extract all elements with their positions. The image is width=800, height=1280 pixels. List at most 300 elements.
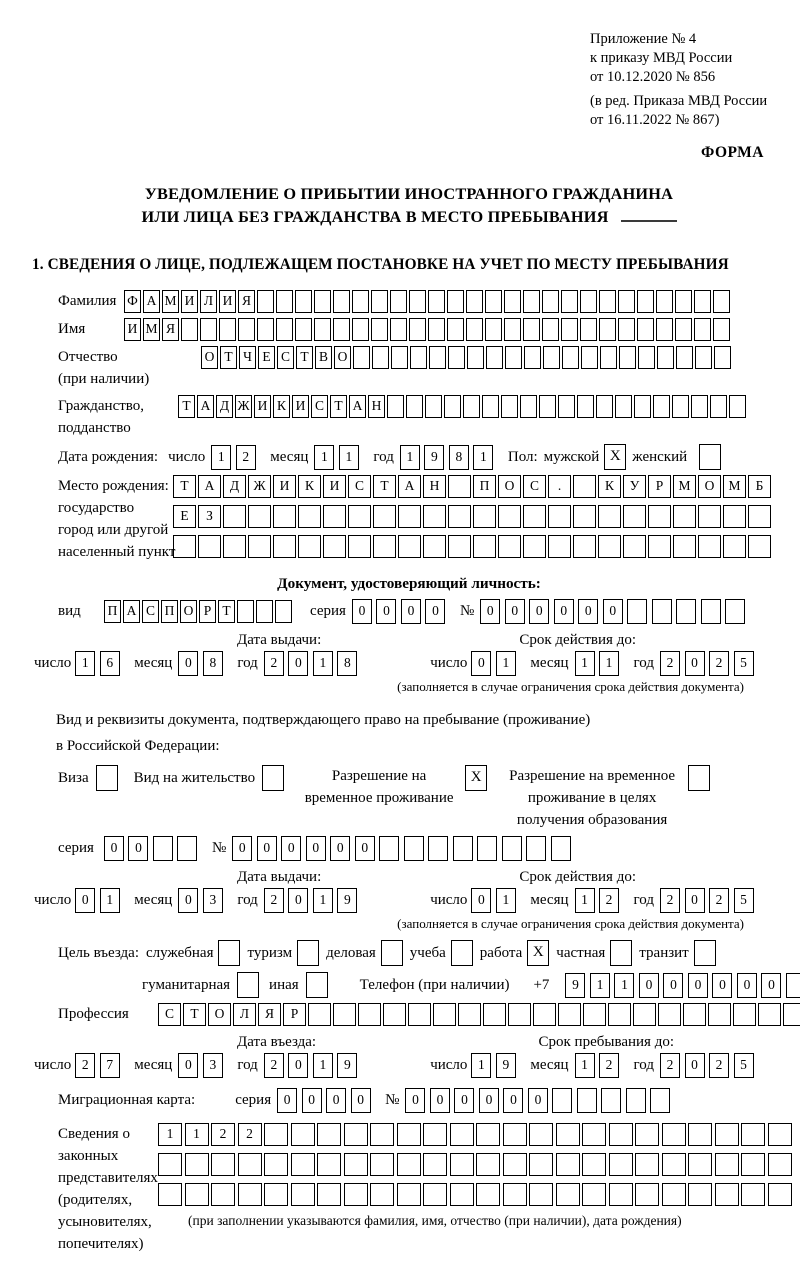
box-cell[interactable] [276,318,293,341]
box-cell[interactable] [463,395,480,418]
box-cell[interactable] [485,290,502,313]
box-cell[interactable] [582,1153,606,1176]
box-cell[interactable]: 0 [505,599,525,624]
box-cell[interactable] [504,290,521,313]
box-cell[interactable] [714,346,731,369]
box-cell[interactable] [153,836,173,861]
box-cell[interactable] [397,1153,421,1176]
box-cell[interactable] [158,1183,182,1206]
permit-issued-month-boxes[interactable] [178,888,227,913]
box-cell[interactable]: 0 [603,599,623,624]
box-cell[interactable]: К [298,475,321,498]
box-cell[interactable] [408,1003,431,1026]
box-cell[interactable] [404,836,424,861]
box-cell[interactable] [688,1153,712,1176]
box-cell[interactable] [371,318,388,341]
box-cell[interactable]: 1 [339,445,359,470]
box-cell[interactable] [501,395,518,418]
box-cell[interactable]: Е [258,346,275,369]
box-cell[interactable]: 0 [288,888,308,913]
box-cell[interactable] [596,395,613,418]
temporary-residence-checkbox[interactable] [465,765,487,791]
box-cell[interactable] [698,535,721,558]
box-cell[interactable] [323,505,346,528]
box-cell[interactable] [523,505,546,528]
box-cell[interactable] [333,290,350,313]
box-cell[interactable] [450,1183,474,1206]
permit-issued-day-boxes[interactable] [75,888,124,913]
box-cell[interactable]: 0 [480,599,500,624]
box-cell[interactable]: 2 [264,651,284,676]
box-cell[interactable]: П [104,600,121,623]
box-cell[interactable] [635,1153,659,1176]
purpose-study-checkbox[interactable] [451,940,473,966]
purpose-business-checkbox[interactable] [381,940,403,966]
box-cell[interactable] [723,505,746,528]
box-cell[interactable]: К [273,395,290,418]
box-cell[interactable] [656,318,673,341]
box-cell[interactable] [662,1153,686,1176]
box-cell[interactable] [262,765,284,791]
box-cell[interactable] [783,1003,800,1026]
box-cell[interactable] [548,505,571,528]
box-cell[interactable]: Т [220,346,237,369]
box-cell[interactable] [503,1123,527,1146]
box-cell[interactable] [428,290,445,313]
box-cell[interactable] [257,318,274,341]
box-cell[interactable] [694,940,716,966]
box-cell[interactable] [381,940,403,966]
box-cell[interactable]: 0 [471,888,491,913]
box-cell[interactable]: З [198,505,221,528]
box-cell[interactable] [580,318,597,341]
box-cell[interactable] [453,836,473,861]
box-cell[interactable]: Т [183,1003,206,1026]
box-cell[interactable]: 9 [565,973,585,998]
box-cell[interactable]: М [673,475,696,498]
box-cell[interactable] [626,1088,646,1113]
box-cell[interactable] [635,1123,659,1146]
birthplace-row3-boxes[interactable] [173,535,773,558]
box-cell[interactable]: X [604,444,626,470]
box-cell[interactable]: О [180,600,197,623]
box-cell[interactable] [223,535,246,558]
box-cell[interactable] [708,1003,731,1026]
box-cell[interactable]: 1 [496,888,516,913]
box-cell[interactable] [390,290,407,313]
box-cell[interactable] [406,395,423,418]
box-cell[interactable]: 0 [578,599,598,624]
box-cell[interactable] [658,1003,681,1026]
box-cell[interactable] [428,836,448,861]
box-cell[interactable] [627,599,647,624]
doc-valid-year-boxes[interactable] [660,651,758,676]
box-cell[interactable] [211,1183,235,1206]
box-cell[interactable] [508,1003,531,1026]
box-cell[interactable] [237,972,259,998]
box-cell[interactable]: Б [748,475,771,498]
box-cell[interactable] [483,1003,506,1026]
box-cell[interactable]: С [158,1003,181,1026]
box-cell[interactable]: 2 [709,1053,729,1078]
box-cell[interactable] [348,535,371,558]
box-cell[interactable] [623,505,646,528]
representatives-row1-boxes[interactable] [158,1123,794,1146]
box-cell[interactable]: Я [162,318,179,341]
box-cell[interactable]: 0 [685,888,705,913]
box-cell[interactable] [768,1153,792,1176]
box-cell[interactable]: 2 [709,651,729,676]
box-cell[interactable] [276,290,293,313]
box-cell[interactable]: 0 [75,888,95,913]
box-cell[interactable] [635,1183,659,1206]
box-cell[interactable] [476,1183,500,1206]
box-cell[interactable] [238,1183,262,1206]
box-cell[interactable]: 9 [337,1053,357,1078]
box-cell[interactable] [524,346,541,369]
box-cell[interactable] [505,346,522,369]
entry-month-boxes[interactable] [178,1053,227,1078]
box-cell[interactable] [447,318,464,341]
box-cell[interactable] [423,505,446,528]
box-cell[interactable]: 2 [660,1053,680,1078]
permit-valid-year-boxes[interactable] [660,888,758,913]
box-cell[interactable]: Р [283,1003,306,1026]
box-cell[interactable] [657,346,674,369]
box-cell[interactable]: 0 [178,1053,198,1078]
box-cell[interactable] [353,346,370,369]
box-cell[interactable] [741,1123,765,1146]
profession-boxes[interactable] [158,1003,800,1026]
box-cell[interactable] [688,1183,712,1206]
box-cell[interactable] [352,318,369,341]
box-cell[interactable] [218,940,240,966]
purpose-official-checkbox[interactable] [218,940,240,966]
box-cell[interactable]: 2 [238,1123,262,1146]
box-cell[interactable]: Л [200,290,217,313]
box-cell[interactable]: Е [173,505,196,528]
box-cell[interactable] [466,318,483,341]
box-cell[interactable]: 0 [712,973,732,998]
box-cell[interactable] [448,475,471,498]
box-cell[interactable] [370,1183,394,1206]
box-cell[interactable] [485,318,502,341]
box-cell[interactable] [637,318,654,341]
box-cell[interactable]: . [548,475,571,498]
box-cell[interactable] [482,395,499,418]
box-cell[interactable] [698,505,721,528]
box-cell[interactable] [264,1123,288,1146]
box-cell[interactable] [582,1183,606,1206]
box-cell[interactable]: У [623,475,646,498]
sex-male-checkbox[interactable] [604,444,626,470]
box-cell[interactable] [273,535,296,558]
box-cell[interactable] [398,505,421,528]
box-cell[interactable]: Т [330,395,347,418]
box-cell[interactable] [577,395,594,418]
box-cell[interactable] [748,535,771,558]
stay-year-boxes[interactable] [660,1053,758,1078]
box-cell[interactable] [609,1183,633,1206]
box-cell[interactable] [295,318,312,341]
box-cell[interactable]: 0 [688,973,708,998]
permit-number-boxes[interactable] [232,836,575,861]
box-cell[interactable]: 1 [575,888,595,913]
box-cell[interactable]: 0 [277,1088,297,1113]
box-cell[interactable]: Ч [239,346,256,369]
firstname-boxes[interactable] [124,318,732,341]
box-cell[interactable]: И [254,395,271,418]
box-cell[interactable] [676,599,696,624]
box-cell[interactable] [428,318,445,341]
box-cell[interactable]: М [162,290,179,313]
purpose-work-checkbox[interactable] [527,940,549,966]
box-cell[interactable] [582,1123,606,1146]
box-cell[interactable] [656,290,673,313]
box-cell[interactable] [701,599,721,624]
box-cell[interactable]: X [465,765,487,791]
box-cell[interactable]: 0 [376,599,396,624]
box-cell[interactable] [583,1003,606,1026]
box-cell[interactable]: 0 [281,836,301,861]
box-cell[interactable] [723,535,746,558]
box-cell[interactable] [238,318,255,341]
box-cell[interactable] [676,346,693,369]
box-cell[interactable] [256,600,273,623]
box-cell[interactable]: А [198,475,221,498]
box-cell[interactable]: А [398,475,421,498]
box-cell[interactable] [198,535,221,558]
box-cell[interactable]: 7 [100,1053,120,1078]
box-cell[interactable]: 2 [660,651,680,676]
box-cell[interactable]: 0 [554,599,574,624]
box-cell[interactable] [291,1153,315,1176]
box-cell[interactable] [308,1003,331,1026]
box-cell[interactable]: 0 [232,836,252,861]
box-cell[interactable]: 2 [264,888,284,913]
box-cell[interactable]: 1 [100,888,120,913]
box-cell[interactable]: 1 [313,888,333,913]
box-cell[interactable] [786,973,800,998]
doc-issued-day-boxes[interactable] [75,651,124,676]
box-cell[interactable] [523,535,546,558]
box-cell[interactable]: 0 [503,1088,523,1113]
box-cell[interactable] [556,1183,580,1206]
box-cell[interactable] [352,290,369,313]
box-cell[interactable]: О [698,475,721,498]
box-cell[interactable]: Д [223,475,246,498]
doc-valid-day-boxes[interactable] [471,651,520,676]
box-cell[interactable] [423,1123,447,1146]
box-cell[interactable]: 8 [449,445,469,470]
box-cell[interactable] [96,765,118,791]
box-cell[interactable] [552,1088,572,1113]
box-cell[interactable] [599,290,616,313]
box-cell[interactable] [158,1153,182,1176]
box-cell[interactable] [675,318,692,341]
box-cell[interactable] [715,1183,739,1206]
box-cell[interactable] [558,1003,581,1026]
box-cell[interactable]: 9 [337,888,357,913]
box-cell[interactable]: X [527,940,549,966]
box-cell[interactable] [683,1003,706,1026]
box-cell[interactable] [768,1183,792,1206]
box-cell[interactable]: А [143,290,160,313]
box-cell[interactable] [768,1123,792,1146]
box-cell[interactable]: 0 [737,973,757,998]
box-cell[interactable]: 8 [203,651,223,676]
box-cell[interactable] [529,1123,553,1146]
box-cell[interactable]: А [197,395,214,418]
box-cell[interactable] [344,1183,368,1206]
box-cell[interactable] [561,290,578,313]
box-cell[interactable]: 2 [211,1123,235,1146]
permit-valid-day-boxes[interactable] [471,888,520,913]
box-cell[interactable]: Т [173,475,196,498]
box-cell[interactable]: Д [216,395,233,418]
box-cell[interactable]: С [142,600,159,623]
box-cell[interactable] [219,318,236,341]
box-cell[interactable] [523,290,540,313]
box-cell[interactable] [477,836,497,861]
box-cell[interactable] [673,535,696,558]
box-cell[interactable] [433,1003,456,1026]
box-cell[interactable] [447,290,464,313]
box-cell[interactable] [387,395,404,418]
box-cell[interactable] [652,599,672,624]
box-cell[interactable]: С [277,346,294,369]
box-cell[interactable] [317,1123,341,1146]
box-cell[interactable] [473,505,496,528]
doc-valid-month-boxes[interactable] [575,651,624,676]
box-cell[interactable] [662,1123,686,1146]
box-cell[interactable] [580,290,597,313]
box-cell[interactable] [314,290,331,313]
box-cell[interactable] [211,1153,235,1176]
box-cell[interactable]: С [311,395,328,418]
box-cell[interactable] [358,1003,381,1026]
box-cell[interactable]: Я [238,290,255,313]
box-cell[interactable]: 0 [425,599,445,624]
box-cell[interactable]: 2 [709,888,729,913]
box-cell[interactable] [273,505,296,528]
box-cell[interactable] [715,1123,739,1146]
box-cell[interactable]: О [201,346,218,369]
box-cell[interactable] [429,346,446,369]
box-cell[interactable] [713,318,730,341]
box-cell[interactable]: М [723,475,746,498]
purpose-private-checkbox[interactable] [610,940,632,966]
box-cell[interactable]: Т [178,395,195,418]
box-cell[interactable] [542,318,559,341]
box-cell[interactable]: 1 [314,445,334,470]
box-cell[interactable]: 2 [264,1053,284,1078]
patronymic-boxes[interactable] [201,346,733,369]
box-cell[interactable]: 0 [528,1088,548,1113]
box-cell[interactable] [599,318,616,341]
box-cell[interactable] [450,1123,474,1146]
birth-year-boxes[interactable] [400,445,498,470]
box-cell[interactable] [573,535,596,558]
box-cell[interactable] [637,290,654,313]
stay-day-boxes[interactable] [471,1053,520,1078]
box-cell[interactable] [634,395,651,418]
box-cell[interactable]: 0 [355,836,375,861]
doc-kind-boxes[interactable] [104,600,294,623]
box-cell[interactable] [181,318,198,341]
box-cell[interactable]: 2 [236,445,256,470]
box-cell[interactable] [323,535,346,558]
box-cell[interactable] [317,1183,341,1206]
box-cell[interactable] [264,1183,288,1206]
box-cell[interactable]: 3 [203,888,223,913]
box-cell[interactable]: 1 [75,651,95,676]
residence-permit-checkbox[interactable] [262,765,284,791]
box-cell[interactable]: 3 [203,1053,223,1078]
box-cell[interactable] [390,318,407,341]
birthplace-row1-boxes[interactable] [173,475,773,498]
box-cell[interactable] [257,290,274,313]
box-cell[interactable] [648,535,671,558]
box-cell[interactable] [333,1003,356,1026]
box-cell[interactable]: 0 [178,651,198,676]
box-cell[interactable] [653,395,670,418]
box-cell[interactable]: Р [199,600,216,623]
box-cell[interactable] [615,395,632,418]
box-cell[interactable]: 0 [685,1053,705,1078]
box-cell[interactable] [695,346,712,369]
box-cell[interactable]: И [292,395,309,418]
box-cell[interactable]: 0 [639,973,659,998]
box-cell[interactable] [467,346,484,369]
box-cell[interactable]: 9 [424,445,444,470]
doc-issued-month-boxes[interactable] [178,651,227,676]
box-cell[interactable]: 1 [575,651,595,676]
box-cell[interactable] [503,1153,527,1176]
box-cell[interactable] [694,318,711,341]
box-cell[interactable]: 0 [288,651,308,676]
education-residence-checkbox[interactable] [688,765,710,791]
box-cell[interactable] [688,765,710,791]
representatives-row3-boxes[interactable] [158,1183,794,1206]
box-cell[interactable]: Т [373,475,396,498]
box-cell[interactable] [638,346,655,369]
box-cell[interactable] [609,1123,633,1146]
phone-boxes[interactable] [565,973,800,998]
doc-issued-year-boxes[interactable] [264,651,362,676]
box-cell[interactable]: 5 [734,651,754,676]
box-cell[interactable] [733,1003,756,1026]
box-cell[interactable] [523,318,540,341]
box-cell[interactable] [688,1123,712,1146]
box-cell[interactable] [533,1003,556,1026]
box-cell[interactable] [348,505,371,528]
box-cell[interactable] [673,505,696,528]
box-cell[interactable] [741,1183,765,1206]
box-cell[interactable] [423,535,446,558]
box-cell[interactable]: А [349,395,366,418]
box-cell[interactable] [448,505,471,528]
box-cell[interactable] [529,1153,553,1176]
box-cell[interactable]: 0 [351,1088,371,1113]
box-cell[interactable] [458,1003,481,1026]
box-cell[interactable] [486,346,503,369]
box-cell[interactable] [548,535,571,558]
box-cell[interactable] [237,600,254,623]
box-cell[interactable] [448,346,465,369]
box-cell[interactable] [598,505,621,528]
box-cell[interactable] [504,318,521,341]
